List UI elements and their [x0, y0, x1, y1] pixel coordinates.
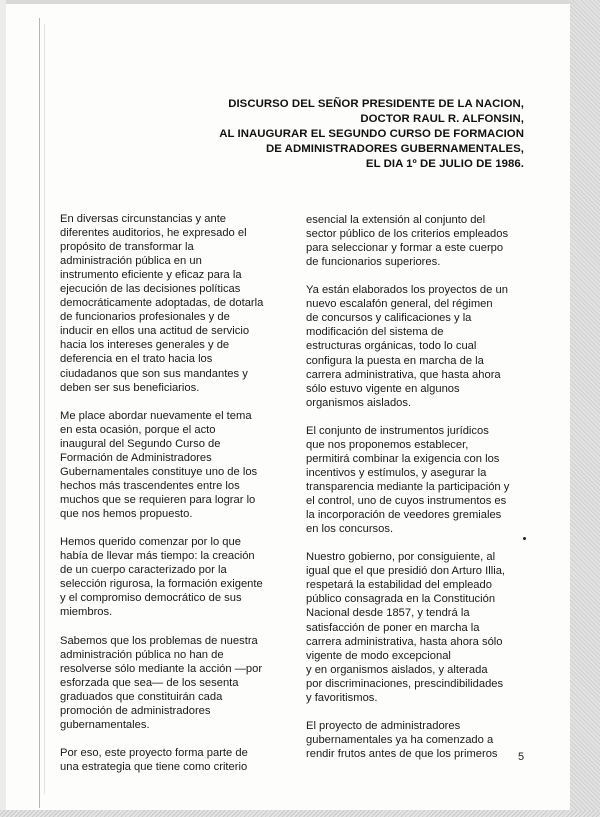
text-line: sector público de los criterios empleados — [306, 228, 509, 241]
text-line: diferentes auditorios, he expresado el — [60, 227, 247, 240]
paragraph — [60, 634, 292, 732]
text-line: había de llevar más tiempo: la creación — [60, 550, 255, 563]
text-line: nuevo escalafón general, del régimen — [306, 298, 493, 311]
text-line: respetará la estabilidad del empleado — [306, 579, 492, 592]
text-line: sólo estuvo vigente en algunos — [306, 382, 460, 395]
text-line: Formación de Administradores — [60, 451, 212, 464]
text-line: administración pública en un — [60, 255, 202, 268]
text-line: el control, uno de cuyos instrumentos es — [306, 495, 507, 508]
paragraph — [60, 535, 292, 619]
text-line: ciudadanos que son sus mandantes y — [60, 367, 248, 380]
text-line: graduados que constituirán cada — [60, 690, 223, 703]
paragraph — [306, 719, 538, 761]
text-line: Hemos querido comenzar por lo que — [60, 536, 241, 549]
text-line: administración pública no han de — [60, 648, 224, 661]
heading-line: DOCTOR RAUL R. ALFONSIN, — [360, 113, 524, 125]
text-line: modificación del sistema de — [306, 326, 444, 339]
text-line: que nos proponemos establecer, — [306, 438, 469, 451]
text-line: inaugural del Segundo Curso de — [60, 437, 221, 450]
page-number: 5 — [518, 751, 525, 763]
text-line: que nos hemos propuesto. — [60, 508, 193, 521]
paragraph — [306, 213, 538, 269]
text-line: y favoritismos. — [306, 691, 378, 704]
binding-shadow-line — [39, 18, 40, 808]
text-line: la incorporación de veedores gremiales — [306, 509, 502, 522]
text-line: hacia los intereses generales y de — [60, 339, 230, 352]
paragraph — [60, 746, 292, 774]
text-line: y el compromiso democrático de sus — [60, 592, 242, 605]
text-line: inducir en ellos una actitud de servicio — [60, 325, 250, 338]
text-line: de funcionarios profesionales y de — [60, 311, 230, 324]
text-line: ejecución de las decisiones políticas — [60, 283, 241, 296]
text-line: rendir frutos antes de que los primeros — [306, 747, 498, 760]
text-line: satisfacción de poner en marcha la — [306, 621, 480, 634]
text-line: carrera administrativa, que hasta ahora — [306, 368, 501, 381]
text-line: hechos más trascendentes entre los — [60, 479, 240, 492]
text-line: de un cuerpo caracterizado por la — [60, 564, 227, 577]
text-line: estructuras orgánicas, todo lo cual — [306, 340, 477, 353]
text-line: incentivos y estímulos, y asegurar la — [306, 466, 487, 479]
text-line: Nacional desde 1857, y tendrá la — [306, 607, 470, 620]
text-line: selección rigurosa, la formación exigente — [60, 578, 263, 591]
text-line: El conjunto de instrumentos jurídicos — [306, 424, 489, 437]
text-line: por discriminaciones, prescindibilidades — [306, 677, 504, 690]
scan-border-bottom — [0, 810, 600, 817]
text-line: para seleccionar y formar a este cuerpo — [306, 242, 504, 255]
text-line: en los concursos. — [306, 523, 394, 536]
margin-dot — [523, 537, 526, 540]
text-line: miembros. — [60, 606, 113, 619]
paragraph — [60, 409, 292, 521]
heading-line: DE ADMINISTRADORES GUBERNAMENTALES, — [265, 143, 524, 155]
text-line: organismos aislados. — [306, 396, 412, 409]
text-column-left — [60, 212, 292, 788]
speech-heading — [44, 97, 524, 172]
heading-line: DISCURSO DEL SEÑOR PRESIDENTE DE LA NACION, — [228, 98, 524, 110]
text-line: muchos que se requieren para lograr lo — [60, 493, 256, 506]
text-line: público consagrada en la Constitución — [306, 593, 496, 606]
text-line: una estrategia que tiene como criterio — [60, 761, 248, 774]
text-line: Gubernamentales constituye uno de los — [60, 465, 258, 478]
text-line: de concursos y calificaciones y la — [306, 312, 472, 325]
text-line: Nuestro gobierno, por consiguiente, al — [306, 551, 496, 564]
text-line: esforzada que sea— de los sesenta — [60, 676, 239, 689]
paragraph — [306, 550, 538, 705]
text-column-right — [306, 213, 538, 775]
text-line: Me place abordar nuevamente el tema — [60, 409, 252, 422]
heading-line: AL INAUGURAR EL SEGUNDO CURSO DE FORMACION — [219, 128, 524, 140]
text-line: deben ser sus beneficiarios. — [60, 381, 200, 394]
paragraph — [306, 283, 538, 409]
text-line: de funcionarios superiores. — [306, 256, 441, 269]
heading-line: EL DIA 1º DE JULIO DE 1986. — [365, 158, 524, 170]
text-line: democráticamente adoptadas, de dotarla — [60, 297, 264, 310]
text-line: El proyecto de administradores — [306, 719, 461, 732]
text-line: gubernamentales. — [60, 718, 150, 731]
document-page — [6, 4, 570, 810]
text-line: y en organismos aislados, y alterada — [306, 663, 488, 676]
text-line: transparencia mediante la participación y — [306, 480, 510, 493]
text-line: propósito de transformar la — [60, 241, 194, 254]
text-line: configura la puesta en marcha de la — [306, 354, 484, 367]
text-line: promoción de administradores — [60, 704, 211, 717]
text-line: resolverse sólo mediante la acción —por — [60, 662, 263, 675]
text-line: vigente de modo excepcional — [306, 649, 451, 662]
text-line: carrera administrativa, hasta ahora sólo — [306, 635, 503, 648]
text-line: Ya están elaborados los proyectos de un — [306, 284, 508, 297]
text-line: igual que el que presidió don Arturo Illia, — [306, 565, 506, 578]
paragraph — [306, 424, 538, 536]
text-line: esencial la extensión al conjunto del — [306, 214, 486, 226]
text-line: deferencia en el trato hacia los — [60, 353, 213, 366]
text-line: gubernamentales ya ha comenzado a — [306, 733, 494, 746]
scan-border-right — [570, 0, 600, 817]
text-line: Por eso, este proyecto forma parte de — [60, 746, 248, 759]
text-line: permitirá combinar la exigencia con los — [306, 452, 500, 465]
text-line: Sabemos que los problemas de nuestra — [60, 634, 258, 647]
paragraph — [60, 212, 292, 395]
text-line: instrumento eficiente y eficaz para la — [60, 269, 242, 282]
text-line: en esta ocasión, porque el acto — [60, 423, 216, 436]
text-line: En diversas circunstancias y ante — [60, 213, 227, 225]
